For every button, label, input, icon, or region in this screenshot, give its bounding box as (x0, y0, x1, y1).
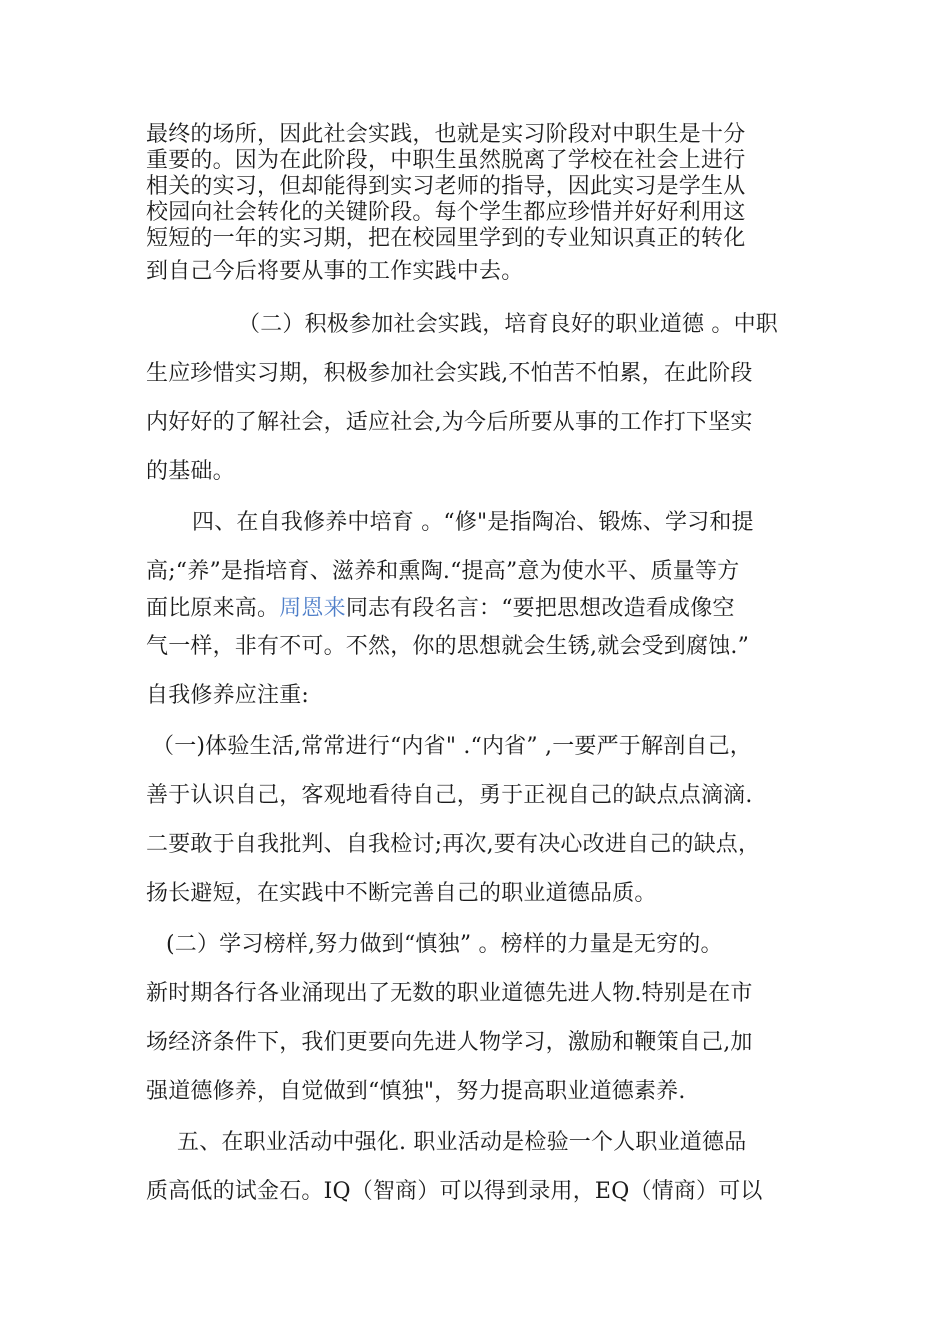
text-line: 最终的场所，因此社会实践，也就是实习阶段对中职生是十分 (146, 122, 746, 147)
text-line: 气一样，非有不可。不然，你的思想就会生锈,就会受到腐蚀.” (146, 634, 750, 659)
text-line: 四、在自我修养中培育 。“修"是指陶冶、锻炼、学习和提 (192, 510, 754, 535)
text-line: 二要敢于自我批判、自我检讨;再次,要有决心改进自己的缺点， (146, 832, 761, 857)
text-line: 五、在职业活动中强化. 职业活动是检验一个人职业道德品 (177, 1130, 747, 1155)
text-line: 校园向社会转化的关键阶段。每个学生都应珍惜并好好利用这 (146, 200, 746, 225)
text-line: 善于认识自己，客观地看待自己，勇于正视自己的缺点点滴滴. (146, 783, 753, 808)
text-line (146, 596, 816, 622)
text-segment: 面比原来高。 (146, 596, 280, 621)
text-line: 质高低的试金石。IQ（智商）可以得到录用，EQ（情商）可以 (146, 1179, 763, 1204)
text-line: （一)体验生活,常常进行“内省" .“内省” ,一要严于解剖自己， (152, 734, 753, 759)
text-line: 生应珍惜实习期，积极参加社会实践,不怕苦不怕累，在此阶段 (146, 361, 753, 386)
text-line: 扬长避短，在实践中不断完善自己的职业道德品质。 (146, 881, 657, 906)
text-line: 场经济条件下，我们更要向先进人物学习，激励和鞭策自己,加 (146, 1030, 753, 1055)
text-line: 新时期各行各业涌现出了无数的职业道德先进人物.特别是在市 (146, 981, 753, 1006)
text-line: 高;“养”是指培育、滋养和熏陶.“提高”意为使水平、质量等方 (146, 559, 740, 584)
text-line: 自我修养应注重: (146, 683, 310, 708)
text-line: (二）学习榜样,努力做到“慎独” 。榜样的力量是无穷的。 (166, 932, 723, 957)
text-line: 短短的一年的实习期，把在校园里学到的专业知识真正的转化 (146, 226, 746, 251)
text-line: 强道德修养，自觉做到“慎独"，努力提高职业道德素养. (146, 1079, 686, 1104)
text-line: （二）积极参加社会实践，培育良好的职业道德 。中职 (238, 312, 778, 337)
text-line: 相关的实习，但却能得到实习老师的指导，因此实习是学生从 (146, 174, 746, 199)
text-line: 的基础。 (146, 459, 235, 484)
text-line: 重要的。因为在此阶段，中职生虽然脱离了学校在社会上进行 (146, 148, 746, 173)
name-link[interactable]: 周恩来 (279, 596, 346, 621)
text-line: 内好好的了解社会，适应社会,为今后所要从事的工作打下坚实 (146, 410, 753, 435)
text-line: 到自己今后将要从事的工作实践中去。 (146, 259, 524, 284)
text-segment: 同志有段名言：“要把思想改造看成像空 (345, 596, 735, 621)
